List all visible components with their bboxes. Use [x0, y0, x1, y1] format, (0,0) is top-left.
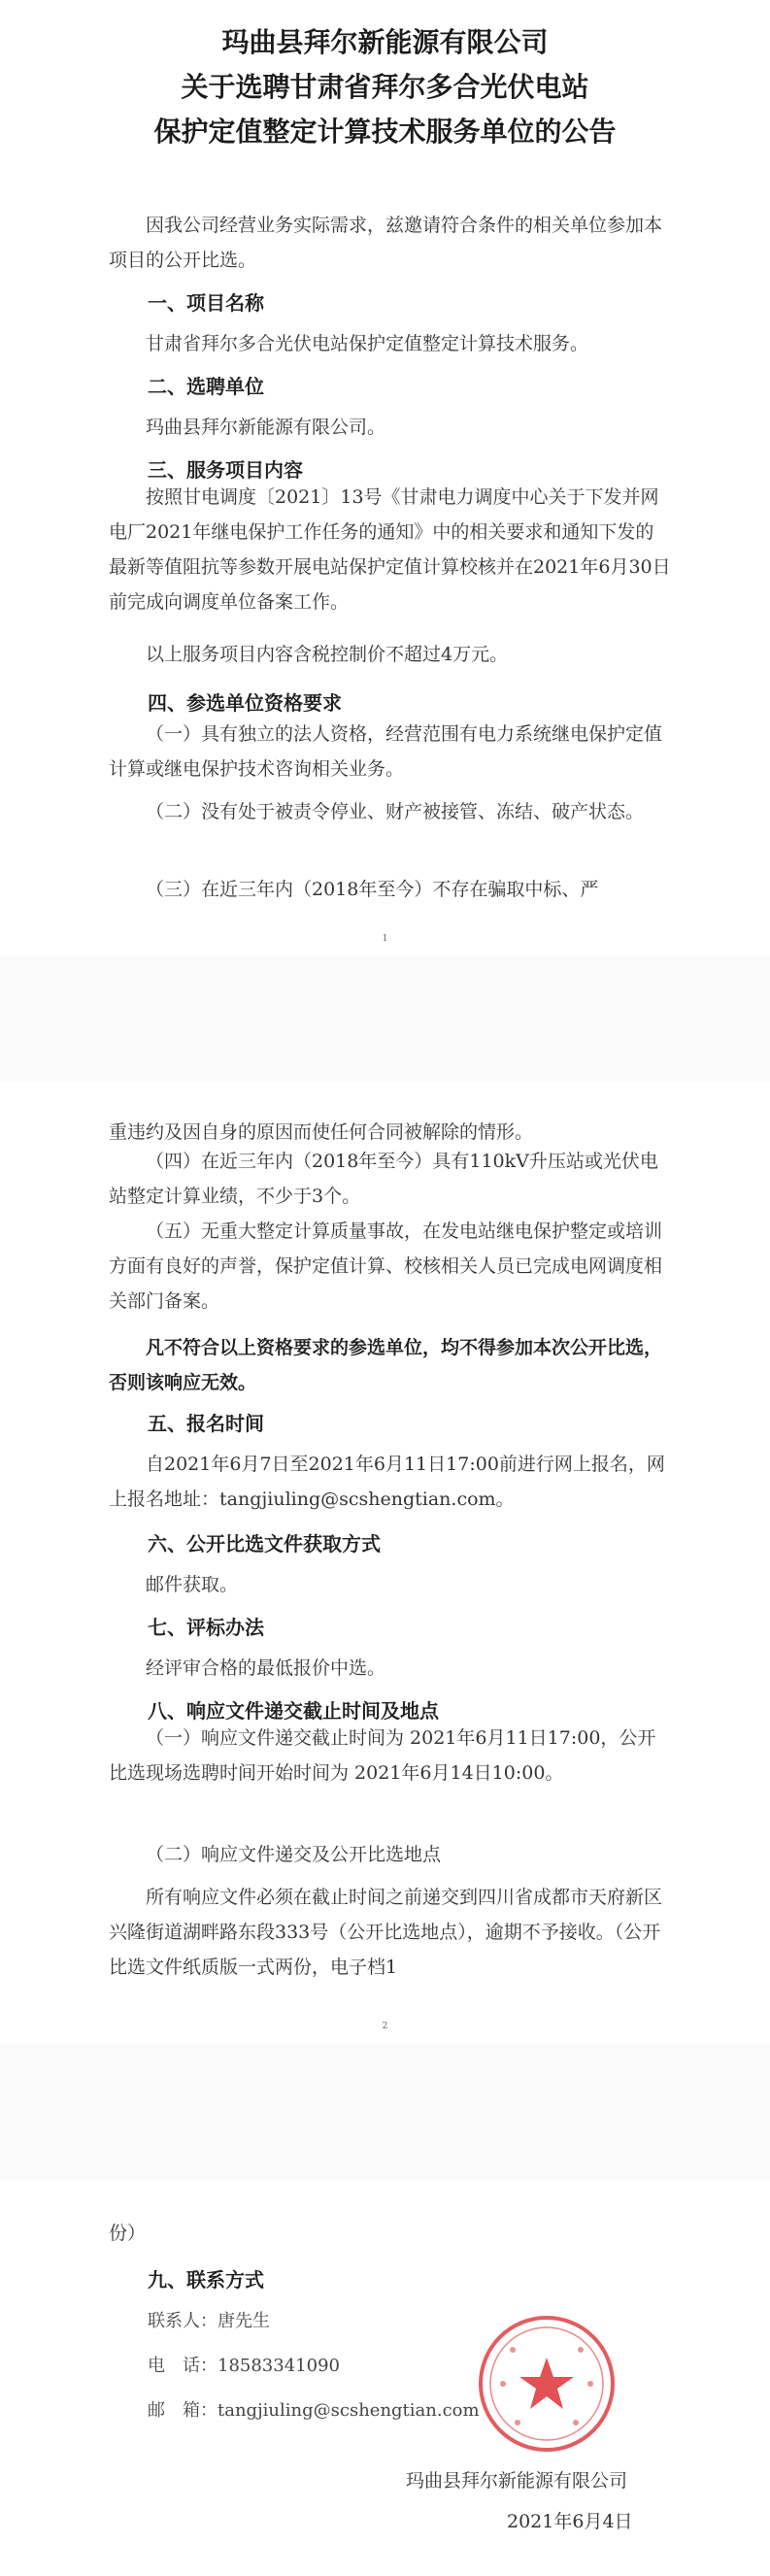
submission-location-end: 份）	[109, 2223, 147, 2244]
title-line-3: 保护定值整定计算技术服务单位的公告	[153, 116, 617, 148]
qualification-item-3-start: （三）在近三年内（2018年至今）不存在骗取中标、严	[146, 879, 599, 900]
contact-email[interactable]: tangjiuling@scshengtian.com	[218, 2400, 480, 2421]
section-2-heading: 二、选聘单位	[148, 375, 264, 398]
submission-location: 所有响应文件必须在截止时间之前递交到四川省成都市天府新区兴隆街道湖畔路东段333号（公开比选地点），逾期不予接收。（公开比选文件纸质版一式两份，电子档1	[109, 1887, 663, 1978]
contact-person-label: 联系人：	[148, 2311, 218, 2331]
qualification-item-4: （四）在近三年内（2018年至今）具有110kV升压站或光伏电站整定计算业绩，不少于3个。	[109, 1151, 658, 1207]
contact-person: 唐先生	[218, 2311, 270, 2331]
section-3-body: 按照甘电调度〔2021〕13号《甘肃电力调度中心关于下发并网电厂2021年继电保护工作任务的通知》中的相关要求和通知下发的最新等值阻抗等参数开展电站保护定值计算校核并在2021年6月30日前完成向调度单位备案工作。	[109, 486, 671, 613]
signature-company: 玛曲县拜尔新能源有限公司	[406, 2470, 628, 2492]
section-7-body: 经评审合格的最低报价中选。	[146, 1657, 386, 1679]
qualification-warning: 凡不符合以上资格要求的参选单位，均不得参加本次公开比选，否则该响应无效。	[109, 1337, 663, 1393]
qualification-item-3-end: 重违约及因自身的原因而使任何合同被解除的情形。	[109, 1121, 534, 1143]
section-1-body: 甘肃省拜尔多合光伏电站保护定值整定计算技术服务。	[146, 333, 589, 354]
signature-date: 2021年6月4日	[507, 2511, 633, 2532]
contact-person-row	[148, 2307, 270, 2332]
page-gap-2	[0, 2044, 770, 2180]
section-1-heading: 一、项目名称	[148, 291, 264, 315]
section-9-heading: 九、联系方式	[148, 2268, 264, 2292]
contact-email-row	[148, 2396, 480, 2422]
qualification-item-2: （二）没有处于被责令停业、财产被接管、冻结、破产状态。	[146, 801, 645, 822]
title-line-1: 玛曲县拜尔新能源有限公司	[221, 26, 549, 58]
section-6-body: 邮件获取。	[146, 1574, 239, 1595]
section-4-heading: 四、参选单位资格要求	[148, 691, 342, 715]
section-3-heading: 三、服务项目内容	[148, 458, 303, 482]
page-number-1: 1	[382, 934, 388, 944]
qualification-item-1: （一）具有独立的法人资格，经营范围有电力系统继电保护定值计算或继电保护技术咨询相关业务。	[109, 723, 663, 780]
contact-phone-row	[148, 2352, 340, 2377]
qualification-item-5: （五）无重大整定计算质量事故，在发电站继电保护整定或培训方面有良好的声誉，保护定值计算、校核相关人员已完成电网调度相关部门备案。	[109, 1221, 663, 1312]
official-seal-stamp	[474, 2311, 619, 2457]
intro-paragraph: 因我公司经营业务实际需求，兹邀请符合条件的相关单位参加本项目的公开比选。	[109, 215, 663, 271]
deadline-item-2: （二）响应文件递交及公开比选地点	[146, 1844, 442, 1865]
section-6-heading: 六、公开比选文件获取方式	[148, 1532, 381, 1556]
section-2-body: 玛曲县拜尔新能源有限公司。	[146, 417, 386, 438]
page-gap	[0, 956, 770, 1083]
deadline-item-1: （一）响应文件递交截止时间为 2021年6月11日17:00，公开比选现场选聘时间开始时间为 2021年6月14日10:00。	[109, 1727, 656, 1784]
section-5-heading: 五、报名时间	[148, 1412, 264, 1435]
section-3-price: 以上服务项目内容含税控制价不超过4万元。	[146, 644, 509, 665]
section-7-heading: 七、评标办法	[148, 1616, 264, 1639]
contact-email-label: 邮 箱：	[148, 2400, 218, 2421]
page-number-2: 2	[382, 2022, 388, 2031]
section-8-heading: 八、响应文件递交截止时间及地点	[148, 1699, 439, 1723]
contact-phone: 18583341090	[218, 2356, 340, 2376]
section-5-body: 自2021年6月7日至2021年6月11日17:00前进行网上报名，网上报名地址：tangjiuling@scshengtian.com。	[109, 1454, 665, 1510]
contact-phone-label: 电 话：	[148, 2356, 218, 2376]
title-line-2: 关于选聘甘肃省拜尔多合光伏电站	[181, 71, 589, 103]
